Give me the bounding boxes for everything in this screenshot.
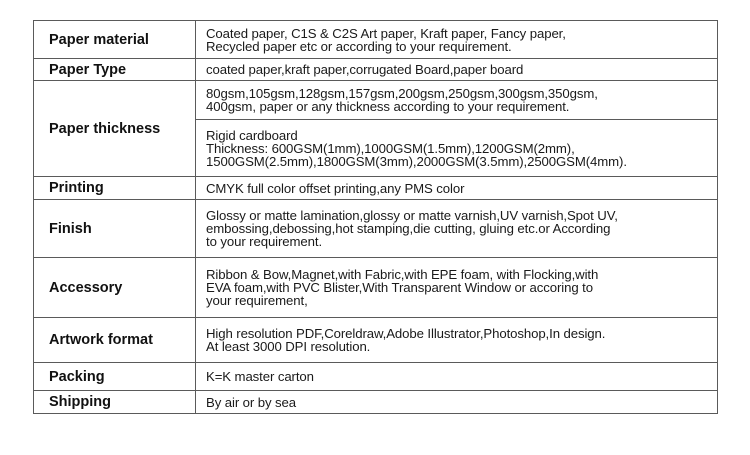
- table-row-packing: [34, 363, 718, 391]
- row-value: [196, 177, 718, 200]
- value-line: Glossy or matte lamination,glossy or matte varnish,UV varnish,Spot UV,: [206, 208, 618, 223]
- row-label: Paper material: [34, 21, 196, 59]
- value-line: Thickness: 600GSM(1mm),1000GSM(1.5mm),1200GSM(2mm),: [206, 140, 575, 156]
- table-row-finish: [34, 200, 718, 258]
- row-label: Packing: [34, 363, 196, 391]
- row-value: [196, 59, 718, 81]
- value-line: coated paper,kraft paper,corrugated Board,paper board: [206, 62, 524, 77]
- value-line: to your requirement.: [206, 234, 323, 249]
- row-value: [196, 81, 718, 120]
- value-line: 400gsm, paper or any thickness according to your requirement.: [206, 99, 570, 114]
- value-line: Coated paper, C1S & C2S Art paper, Kraft paper, Fancy paper,: [206, 25, 566, 41]
- value-line: At least 3000 DPI resolution.: [206, 339, 371, 354]
- table-row-printing: [34, 177, 718, 200]
- row-value: [196, 258, 718, 318]
- value-line: 80gsm,105gsm,128gsm,157gsm,200gsm,250gsm,300gsm,350gsm,: [206, 86, 598, 101]
- row-label: Shipping: [34, 391, 196, 414]
- row-label: Paper Type: [34, 59, 196, 81]
- row-value: [196, 363, 718, 391]
- value-line: Ribbon & Bow,Magnet,with Fabric,with EPE foam, with Flocking,with: [206, 267, 599, 282]
- row-value: [196, 200, 718, 258]
- value-line: K=K master carton: [206, 369, 314, 384]
- row-value: [196, 391, 718, 414]
- table-row-accessory: [34, 258, 718, 318]
- row-value: [196, 21, 718, 59]
- value-line: embossing,debossing,hot stamping,die cutting, gluing etc.or According: [206, 221, 611, 236]
- row-label: Artwork format: [34, 318, 196, 363]
- value-line: By air or by sea: [206, 394, 297, 410]
- product-spec-table: [33, 20, 718, 414]
- table-row-artwork-format: [34, 318, 718, 363]
- row-value: [196, 318, 718, 363]
- row-label: Paper thickness: [34, 81, 196, 177]
- value-line: Rigid cardboard: [206, 127, 298, 143]
- value-line: your requirement,: [206, 293, 308, 308]
- value-line: EVA foam,with PVC Blister,With Transparent Window or accoring to: [206, 280, 593, 295]
- table-row-paper-thickness: [34, 81, 718, 120]
- row-label: Printing: [34, 177, 196, 200]
- table-row-paper-material: [34, 21, 718, 59]
- value-line: High resolution PDF,Coreldraw,Adobe Illustrator,Photoshop,In design.: [206, 326, 606, 341]
- value-line: 1500GSM(2.5mm),1800GSM(3mm),2000GSM(3.5mm),2500GSM(4mm).: [206, 153, 627, 169]
- row-label: Finish: [34, 200, 196, 258]
- value-line: CMYK full color offset printing,any PMS color: [206, 180, 465, 196]
- table-row-shipping: [34, 391, 718, 414]
- table-row-paper-type: [34, 59, 718, 81]
- value-line: Recycled paper etc or according to your requirement.: [206, 38, 512, 54]
- row-label: Accessory: [34, 258, 196, 318]
- row-value: [196, 120, 718, 177]
